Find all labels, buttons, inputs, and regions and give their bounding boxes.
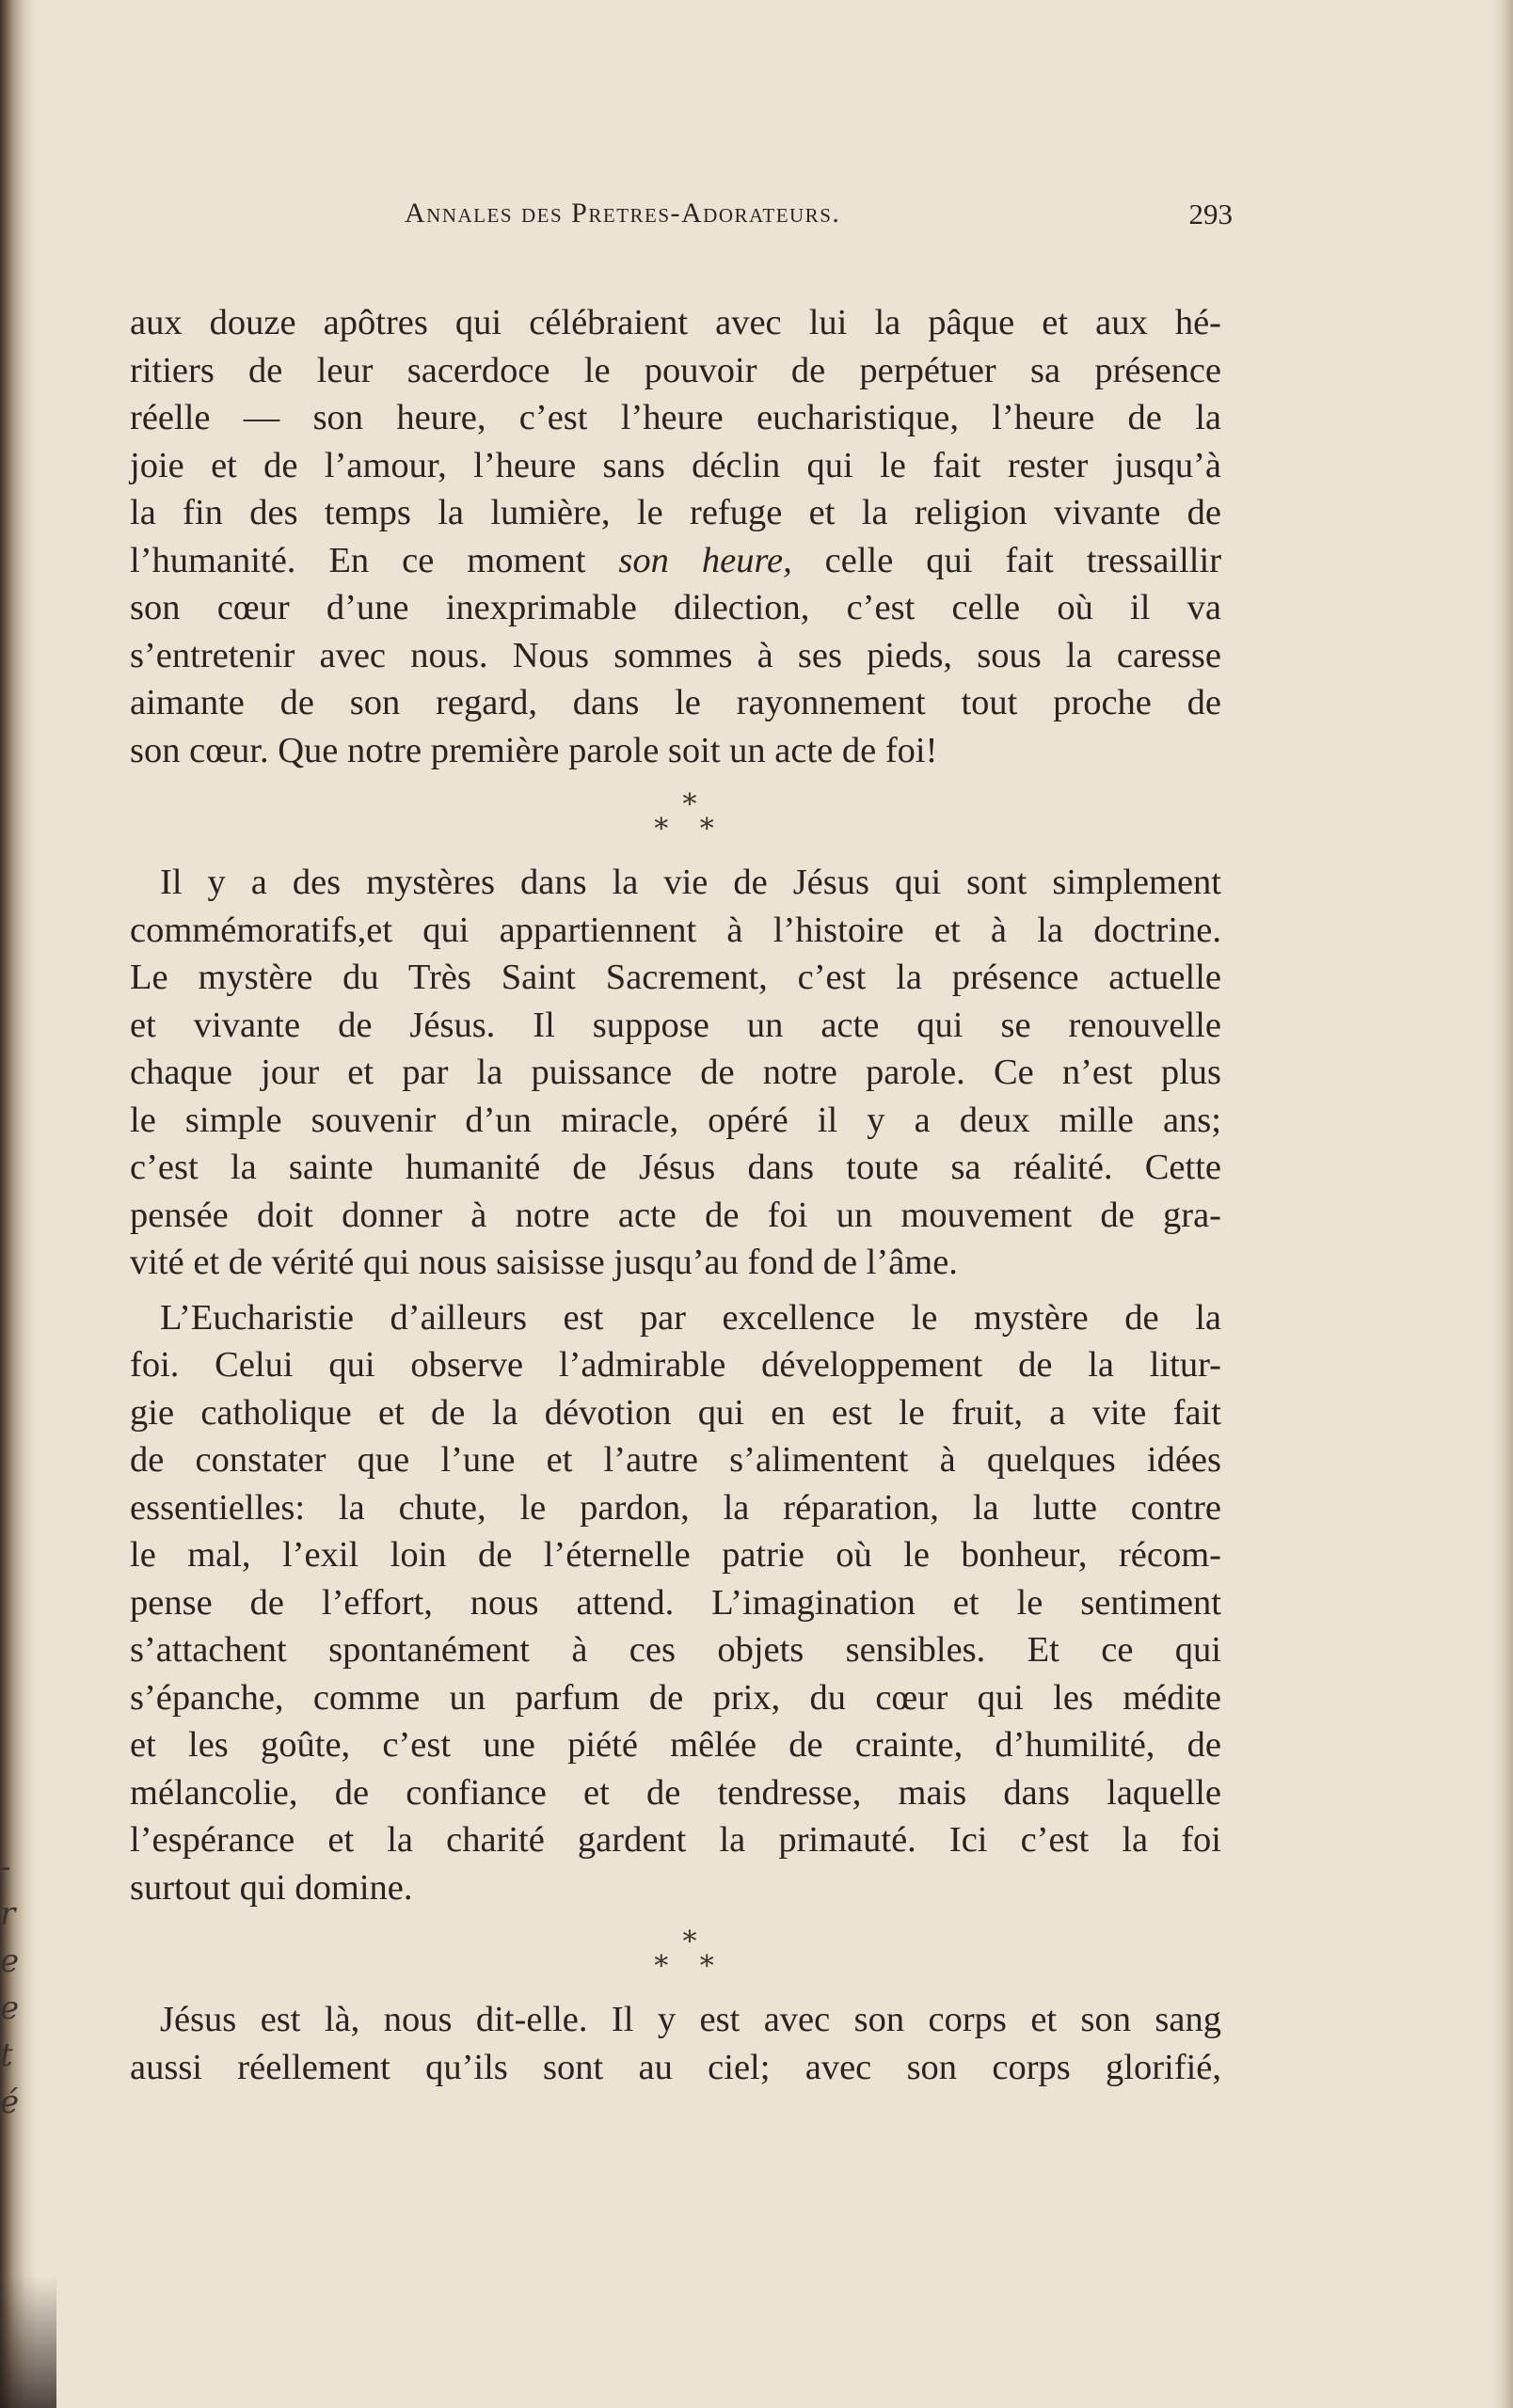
paragraph-4 [130, 1996, 1221, 2091]
asterism-top: * [682, 788, 697, 821]
page-right-edge [1492, 0, 1513, 2408]
section-separator [130, 788, 1221, 846]
adjacent-page-letters [0, 1844, 28, 2126]
section-separator [130, 1925, 1221, 1983]
text-line: ritiers de leur sacerdoce le pouvoir de perpétuer sa présence [130, 350, 1221, 390]
text-line: s’attachent spontanément à ces objets sensibles. Et ce qui [130, 1630, 1221, 1670]
text-line: le simple souvenir d’un miracle, opéré il y a deux mille ans; [130, 1100, 1221, 1140]
text-line: pense de l’effort, nous attend. L’imagination et le sentiment [130, 1582, 1221, 1623]
text-line: pensée doit donner à notre acte de foi un mouvement de gra- [130, 1195, 1221, 1235]
emphasis-text: son heure, [618, 540, 792, 580]
text-line: l’espérance et la charité gardent la primauté. Ici c’est la foi [130, 1820, 1221, 1860]
text-line: vité et de vérité qui nous saisisse jusqu’au fond de l’âme. [130, 1243, 958, 1282]
text-line: s’entretenir avec nous. Nous sommes à ses pieds, sous la caresse [130, 635, 1221, 675]
text-line [130, 537, 1221, 585]
asterism-top: * [682, 1925, 697, 1958]
margin-letter: e [0, 1942, 20, 1980]
paragraph-3 [130, 1294, 1221, 1912]
text-line: essentielles: la chute, le pardon, la réparation, la lutte contre [130, 1487, 1221, 1528]
text-line: Il y a des mystères dans la vie de Jésus qui sont simplement [160, 863, 1221, 902]
running-title: Annales des Pretres-Adorateurs. [405, 198, 841, 229]
text-segment: l’humanité. En ce moment [130, 540, 619, 580]
body-text [130, 299, 1221, 2091]
margin-letter: r [0, 1895, 16, 1933]
text-line: L’Eucharistie d’ailleurs est par excellence le mystère de la [160, 1297, 1221, 1338]
paragraph-2 [130, 859, 1221, 1287]
margin-letter: é [0, 2083, 20, 2121]
text-line: Jésus est là, nous dit-elle. Il y est avec son corps et son sang [160, 2000, 1221, 2039]
text-segment: celle qui fait tressaillir [791, 540, 1222, 580]
text-line: gie catholique et de la dévotion qui en est le fruit, a vite fait [130, 1392, 1221, 1433]
text-line: c’est la sainte humanité de Jésus dans toute sa réalité. Cette [130, 1148, 1221, 1187]
text-line: s’épanche, comme un parfum de prix, du cœur qui les médite [130, 1677, 1221, 1718]
text-line: Le mystère du Très Saint Sacrement, c’est la présence actuelle [130, 958, 1221, 997]
page-number: 293 [1188, 198, 1233, 230]
margin-letter: e [0, 1989, 20, 2027]
text-line: et vivante de Jésus. Il suppose un acte qui se renouvelle [130, 1005, 1221, 1045]
margin-letter: t [0, 2036, 13, 2074]
text-line: joie et de l’amour, l’heure sans déclin qui le fait rester jusqu’à [130, 445, 1221, 485]
binding-shadow [0, 2276, 56, 2408]
asterism-bottom: * * [654, 1950, 725, 1983]
text-line: foi. Celui qui observe l’admirable développement de la litur- [130, 1345, 1221, 1385]
text-line: mélancolie, de confiance et de tendresse, mais dans laquelle [130, 1772, 1221, 1813]
margin-letter: - [0, 1848, 11, 1886]
text-line: aussi réellement qu’ils sont au ciel; avec son corps glorifié, [130, 2047, 1221, 2087]
text-line: de constater que l’une et l’autre s’alimentent à quelques idées [130, 1440, 1221, 1480]
running-header [405, 198, 1233, 245]
text-line: aimante de son regard, dans le rayonnement tout proche de [130, 683, 1221, 722]
text-line: chaque jour et par la puissance de notre parole. Ce n’est plus [130, 1053, 1221, 1092]
text-line: aux douze apôtres qui célébraient avec lui la pâque et aux hé- [130, 303, 1221, 342]
text-line: la fin des temps la lumière, le refuge et la religion vivante de [130, 493, 1221, 532]
text-line: le mal, l’exil loin de l’éternelle patrie où le bonheur, récom- [130, 1535, 1221, 1575]
text-line: et les goûte, c’est une piété mêlée de crainte, d’humilité, de [130, 1725, 1221, 1765]
asterism-bottom: * * [654, 813, 725, 846]
paragraph-1 [130, 299, 1221, 774]
text-line: son cœur. Que notre première parole soit un acte de foi! [130, 730, 938, 770]
text-line: son cœur d’une inexprimable dilection, c’est celle où il va [130, 588, 1221, 627]
text-line: commémoratifs,et qui appartiennent à l’histoire et à la doctrine. [130, 910, 1221, 950]
text-line: réelle — son heure, c’est l’heure eucharistique, l’heure de la [130, 398, 1221, 437]
text-line: surtout qui domine. [130, 1867, 413, 1908]
